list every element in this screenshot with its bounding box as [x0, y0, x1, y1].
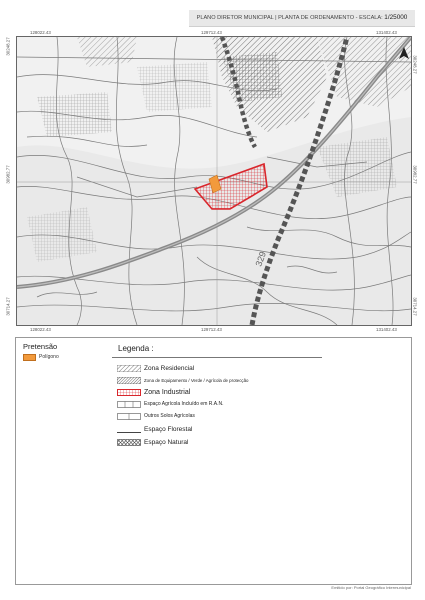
legend-item-espaco-natural — [117, 437, 188, 447]
legend-item-zona-residencial — [117, 363, 194, 373]
natural-space-icon — [117, 439, 141, 446]
map-linework — [17, 37, 411, 325]
coord-bottom-left: 128022.43 — [30, 327, 51, 332]
footer-credit: Emitido por: Portal Geográfico Intermunicipal — [331, 585, 411, 590]
coord-top-right: 131402.43 — [376, 30, 397, 35]
industrial-hatch-icon — [117, 389, 141, 396]
agricultural-ran-icon — [117, 401, 141, 408]
legend-label: Espaço Natural — [144, 438, 189, 446]
legend-label: Outros Solos Agrícolas — [144, 413, 195, 419]
legend-label: Espaço Agrícola Incluído em R.A.N. — [144, 401, 224, 407]
header-title: PLANO DIRETOR MUNICIPAL | PLANTA DE ORDENAMENTO - ESCALA: — [196, 15, 383, 21]
forest-icon — [117, 426, 141, 433]
legend-label: Zona de Equipamento / Verde / Agrícola de protecção — [144, 377, 249, 383]
polygon-swatch-icon — [23, 354, 36, 361]
legend-divider — [112, 357, 322, 358]
pretensao-item — [23, 353, 59, 361]
residential-hatch-icon — [117, 365, 141, 372]
legend-item-zona-industrial — [117, 387, 190, 397]
north-arrow-icon — [397, 46, 411, 60]
coord-right-bottom: 30714.27 — [412, 297, 418, 316]
legend-item-outros-solos — [117, 411, 195, 421]
legend-item-espaco-agricola-ran — [117, 399, 223, 409]
coord-left-top: 30248.27 — [5, 37, 11, 56]
coord-bottom-mid: 129712.43 — [201, 327, 222, 332]
coord-top-mid: 129712.43 — [201, 30, 222, 35]
coord-left-mid: 30982.77 — [5, 165, 11, 184]
road-number-label: 329 — [253, 250, 269, 268]
legend-label: Espaço Florestal — [144, 425, 193, 433]
map-canvas[interactable] — [16, 36, 412, 326]
header-scale: 1/25000 — [384, 14, 408, 21]
coord-top-left: 128022.43 — [30, 30, 51, 35]
other-soils-icon — [117, 413, 141, 420]
legend-label: Zona Residencial — [144, 364, 195, 372]
legend-item-zona-equipamento — [117, 375, 248, 385]
map-header — [189, 10, 415, 27]
legend-item-espaco-florestal — [117, 424, 192, 434]
pretensao-label: Polígono — [39, 354, 59, 360]
equipment-hatch-icon — [117, 377, 141, 384]
pretensao-title: Pretensão — [23, 342, 58, 351]
coord-bottom-right: 131402.43 — [376, 327, 397, 332]
coord-left-bottom: 30714.27 — [5, 297, 11, 316]
coord-right-top: 30248.27 — [412, 55, 418, 74]
coord-right-mid: 30982.77 — [412, 165, 418, 184]
legend-title: Legenda : — [118, 344, 154, 353]
legend-label: Zona Industrial — [144, 388, 191, 396]
